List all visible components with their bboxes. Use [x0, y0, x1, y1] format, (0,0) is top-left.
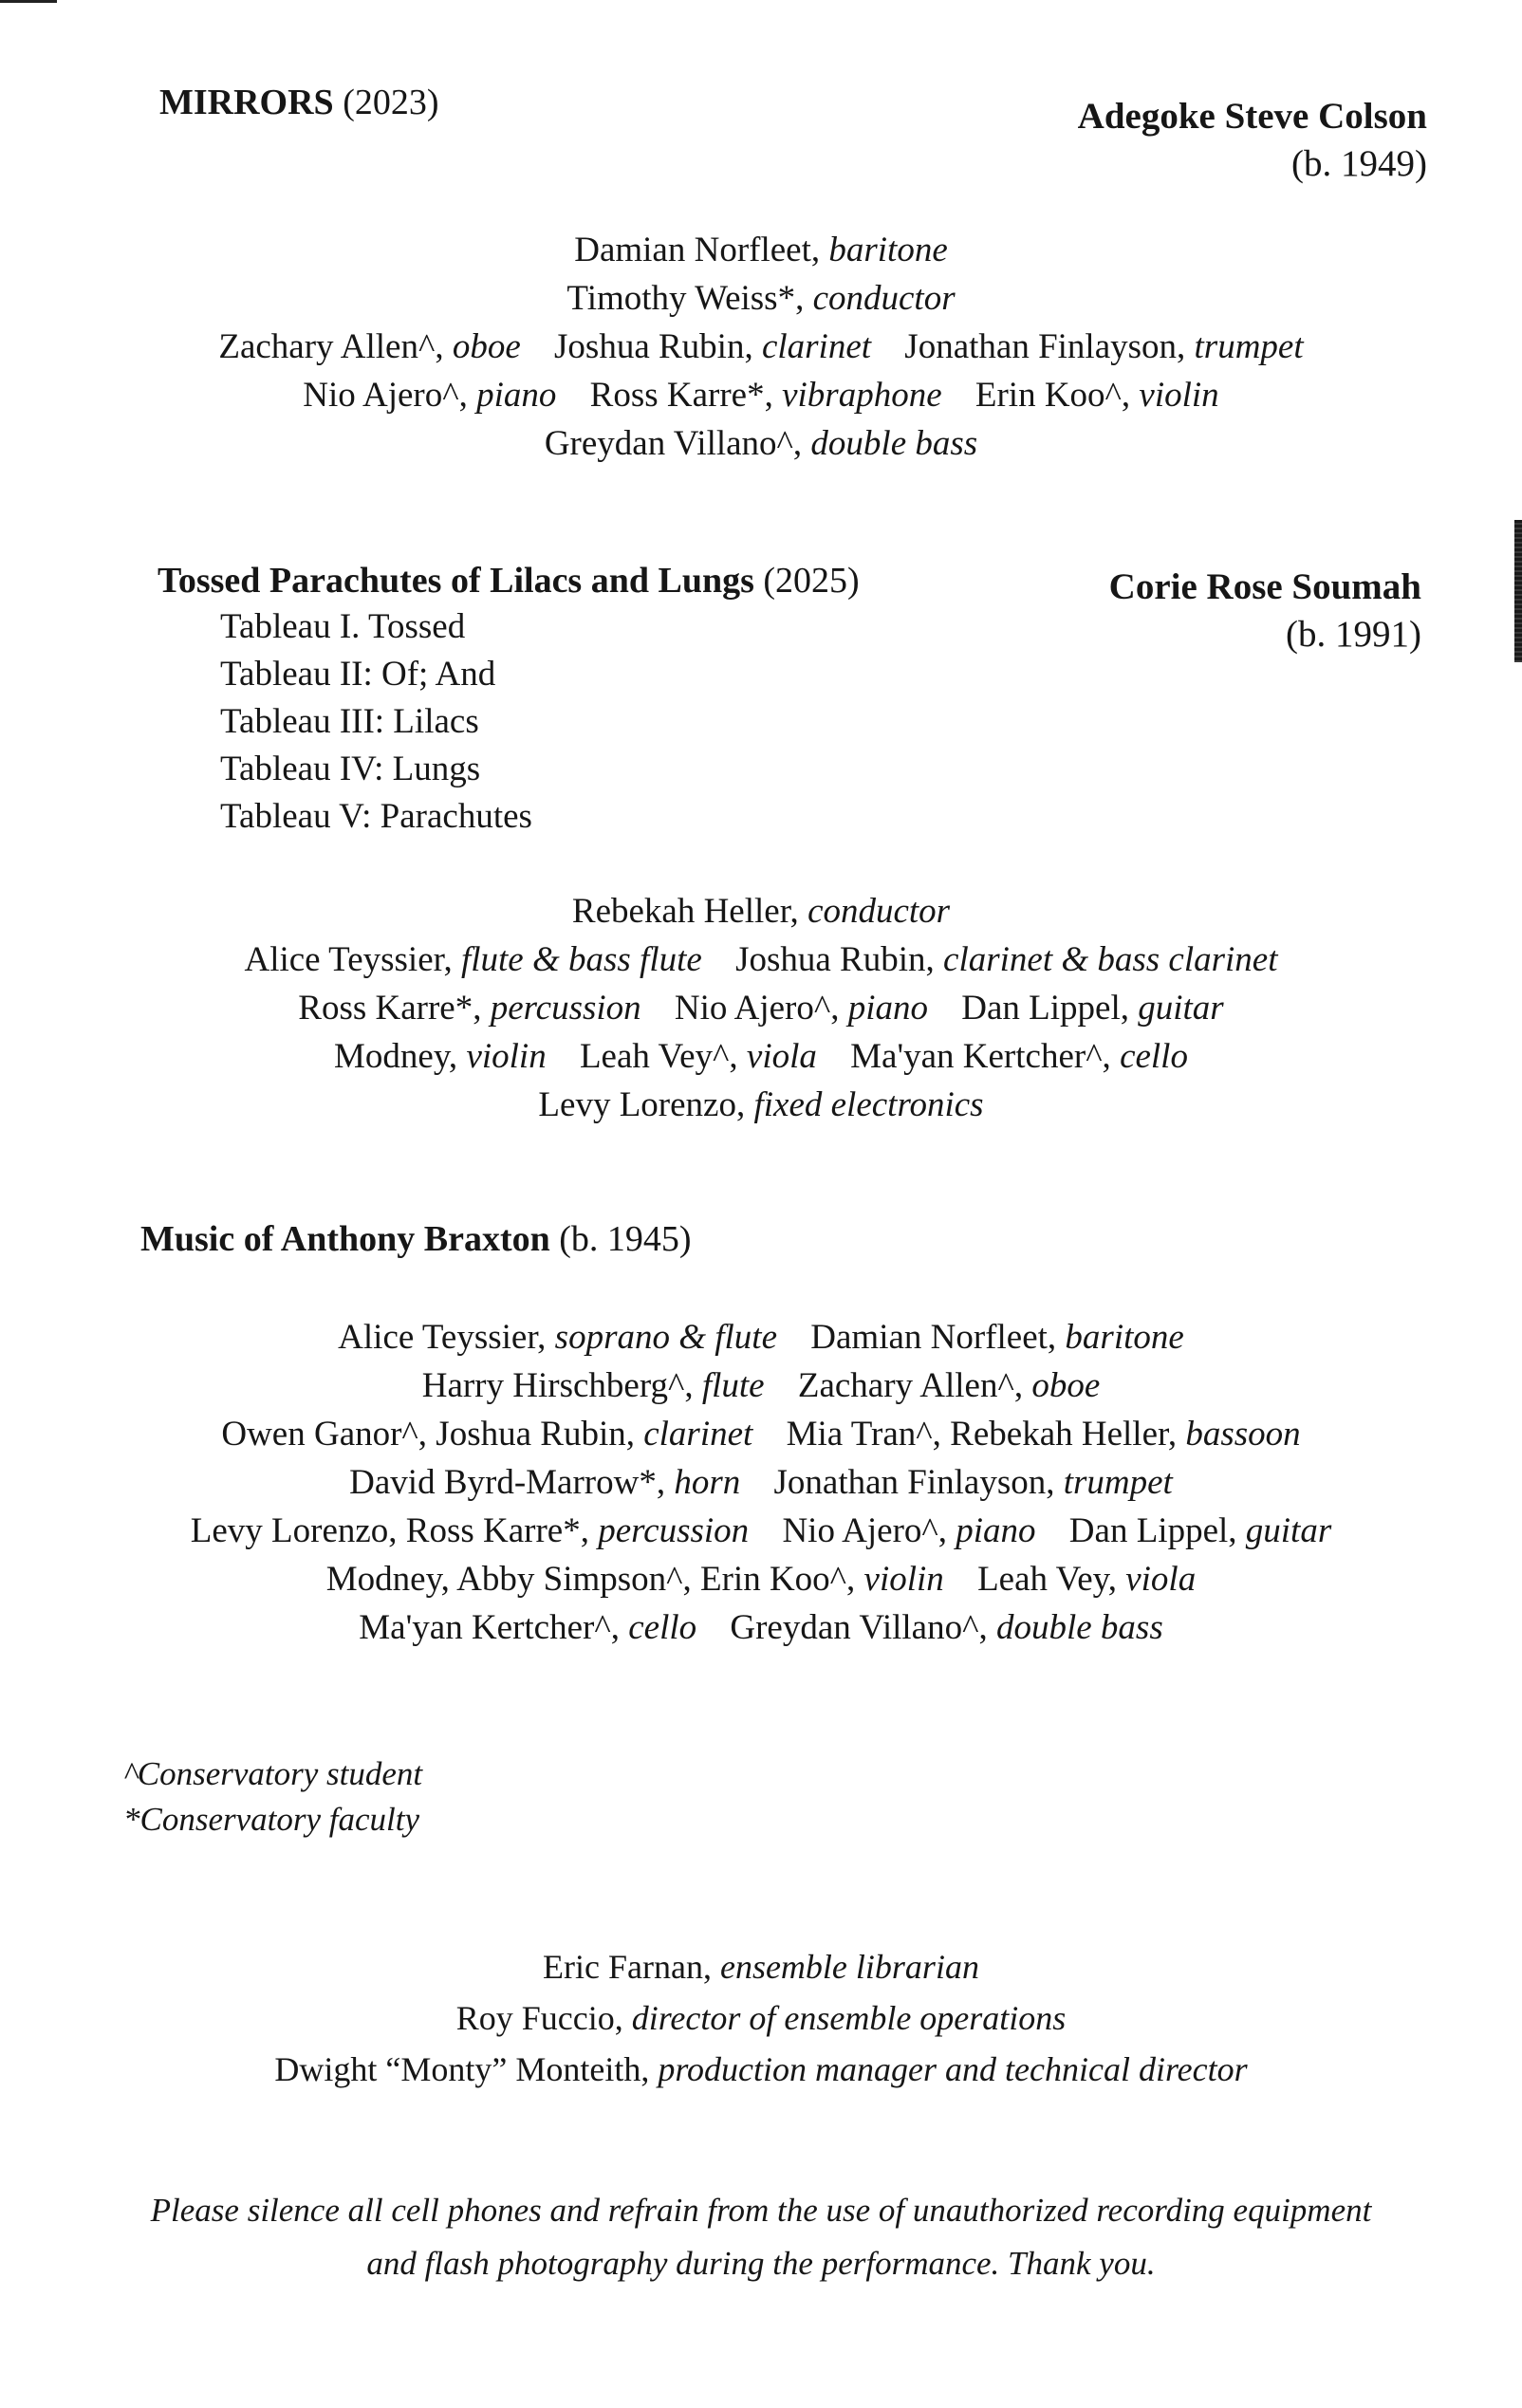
- movement-item: Tableau II: Of; And: [220, 655, 496, 694]
- legend: [123, 1751, 422, 1843]
- personnel-line: [0, 371, 1522, 419]
- staff-line: Roy Fuccio, director of ensemble operations: [455, 1999, 1067, 2037]
- performer: Dan Lippel, guitar: [1068, 1511, 1332, 1550]
- personnel-line: [0, 887, 1522, 935]
- performer: Damian Norfleet, baritone: [574, 231, 948, 269]
- personnel-list: [0, 887, 1522, 1129]
- performer: Alice Teyssier, soprano & flute: [338, 1318, 778, 1357]
- performer: Erin Koo^, violin: [974, 376, 1219, 415]
- personnel-line: [0, 1313, 1522, 1361]
- work-year: (b. 1945): [559, 1219, 692, 1259]
- performer: Levy Lorenzo, fixed electronics: [538, 1085, 984, 1124]
- performer: Ross Karre*, percussion: [298, 989, 641, 1028]
- personnel-list: [0, 226, 1522, 468]
- composer-name: Corie Rose Soumah: [1108, 566, 1421, 607]
- personnel-line: [0, 1507, 1522, 1555]
- legend-item: *Conservatory faculty: [123, 1801, 420, 1838]
- personnel-line: [0, 1603, 1522, 1652]
- work-title: Music of Anthony Braxton: [140, 1219, 550, 1259]
- personnel-line: [0, 1458, 1522, 1507]
- page-edge-mark: [0, 0, 57, 3]
- personnel-line: [0, 1555, 1522, 1603]
- performer: Owen Ganor^, Joshua Rubin, clarinet: [221, 1415, 753, 1454]
- performer: Rebekah Heller, conductor: [571, 892, 951, 931]
- notice-line: and flash photography during the performance. Thank you.: [366, 2245, 1156, 2282]
- performer: Alice Teyssier, flute & bass flute: [244, 940, 702, 979]
- staff-line: Eric Farnan, ensemble librarian: [543, 1948, 979, 1986]
- personnel-line: [0, 323, 1522, 371]
- personnel-line: [0, 1361, 1522, 1410]
- personnel-line: [0, 935, 1522, 984]
- performer: Leah Vey, viola: [977, 1560, 1197, 1599]
- performer: Mia Tran^, Rebekah Heller, bassoon: [786, 1415, 1301, 1454]
- staff-line: Dwight “Monty” Monteith, production manager and technical director: [274, 2050, 1248, 2088]
- work-title-braxton: [140, 1218, 692, 1260]
- movement-item: Tableau IV: Lungs: [220, 750, 481, 788]
- performer: Modney, violin: [334, 1037, 547, 1076]
- audience-notice: [0, 2184, 1522, 2290]
- performer: Jonathan Finlayson, trumpet: [904, 327, 1304, 366]
- movement-item: Tableau III: Lilacs: [220, 702, 479, 741]
- performer: Jonathan Finlayson, trumpet: [773, 1463, 1173, 1502]
- performer: Greydan Villano^, double bass: [544, 424, 978, 463]
- performer: Dan Lippel, guitar: [961, 989, 1224, 1028]
- performer: Joshua Rubin, clarinet: [554, 327, 872, 366]
- performer: Modney, Abby Simpson^, Erin Koo^, violin: [325, 1560, 944, 1599]
- personnel-line: [0, 984, 1522, 1032]
- performer: David Byrd-Marrow*, horn: [349, 1463, 741, 1502]
- movement-item: Tableau V: Parachutes: [220, 797, 532, 836]
- personnel-list: [0, 1313, 1522, 1652]
- performer: Ma'yan Kertcher^, cello: [850, 1037, 1188, 1076]
- performer: Greydan Villano^, double bass: [730, 1608, 1163, 1647]
- performer: Zachary Allen^, oboe: [218, 327, 521, 366]
- composer-dates: (b. 1949): [1291, 143, 1427, 184]
- personnel-line: [0, 419, 1522, 468]
- personnel-line: [0, 1032, 1522, 1081]
- scan-edge-mark: [1514, 520, 1522, 662]
- personnel-line: [0, 226, 1522, 274]
- performer: Damian Norfleet, baritone: [810, 1318, 1184, 1357]
- work-year: (2025): [763, 561, 860, 601]
- personnel-line: [0, 1081, 1522, 1129]
- work-title: Tossed Parachutes of Lilacs and Lungs: [158, 561, 754, 601]
- movement-list: [220, 603, 532, 841]
- performer: Leah Vey^, viola: [579, 1037, 817, 1076]
- performer: Zachary Allen^, oboe: [797, 1366, 1101, 1405]
- notice-line: Please silence all cell phones and refrain from the use of unauthorized recording equipment: [150, 2192, 1372, 2229]
- work-title-tossed-parachutes: [158, 560, 860, 602]
- work-title-mirrors: [159, 82, 439, 123]
- legend-item: ^Conservatory student: [123, 1755, 423, 1792]
- movement-item: Tableau I. Tossed: [220, 607, 466, 646]
- performer: Ma'yan Kertcher^, cello: [359, 1608, 697, 1647]
- performer: Ross Karre*, vibraphone: [589, 376, 942, 415]
- composer-name: Adegoke Steve Colson: [1077, 96, 1427, 137]
- personnel-line: [0, 274, 1522, 323]
- work-title: MIRRORS: [159, 83, 334, 122]
- work-year: (2023): [343, 83, 439, 122]
- performer: Levy Lorenzo, Ross Karre*, percussion: [190, 1511, 750, 1550]
- performer: Joshua Rubin, clarinet & bass clarinet: [735, 940, 1278, 979]
- performer: Nio Ajero^, piano: [782, 1511, 1036, 1550]
- performer: Harry Hirschberg^, flute: [421, 1366, 765, 1405]
- staff-credits: [0, 1941, 1522, 2095]
- composer-dates: (b. 1991): [1286, 614, 1421, 655]
- personnel-line: [0, 1410, 1522, 1458]
- performer: Nio Ajero^, piano: [303, 376, 557, 415]
- performer: Timothy Weiss*, conductor: [566, 279, 956, 318]
- performer: Nio Ajero^, piano: [674, 989, 929, 1028]
